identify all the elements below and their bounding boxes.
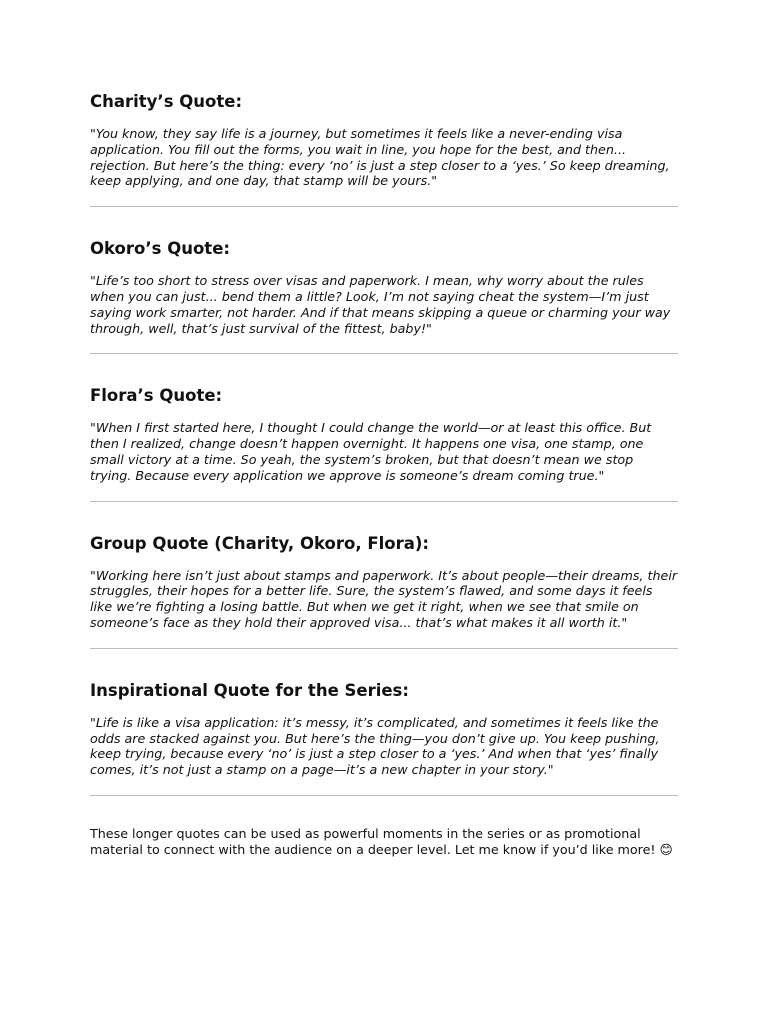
- section-divider: [90, 206, 678, 207]
- section-heading: Flora’s Quote:: [90, 386, 223, 406]
- section-heading: Inspirational Quote for the Series:: [90, 680, 409, 700]
- quote-section-group: [90, 532, 678, 631]
- quote-text: "When I first started here, I thought I could change the world—or at least this office. But then I realized, change doesn’t happen overnight. It happens one visa, one stamp, one small victory at a time. So yeah, the system’s broken, but that doesn’t mean we stop trying. Because every application we approve is someone’s dream coming true.": [90, 420, 652, 483]
- quote-text: "You know, they say life is a journey, but sometimes it feels like a never-ending visa application. You fill out the forms, you wait in line, you hope for the best, and then... rejection. But here’s the thing: every ‘no’ is just a step closer to a ‘yes.’ So keep dreaming, keep applying, and one day, that stamp will be yours.": [90, 126, 670, 189]
- section-divider: [90, 501, 678, 502]
- closing-text: These longer quotes can be used as powerful moments in the series or as promotional material to connect with the audience on a deeper level. Let me know if you’d like more!: [90, 825, 656, 857]
- document-page: [90, 90, 678, 858]
- section-divider: [90, 795, 678, 796]
- section-divider: [90, 648, 678, 649]
- quote-section-flora: [90, 384, 678, 483]
- section-divider: [90, 353, 678, 354]
- quote-text: "Working here isn’t just about stamps and paperwork. It’s about people—their dreams, their struggles, their hopes for a better life. Sure, the system’s flawed, and some days it feels like we’re fighting a losing battle. But when we get it right, when we see that smile on someone’s face as they hold their approved visa... that’s what makes it all worth it.": [90, 567, 678, 630]
- smiling-face-icon: 😊: [659, 841, 673, 857]
- closing-paragraph: [90, 826, 678, 858]
- quote-text: "Life’s too short to stress over visas and paperwork. I mean, why worry about the rules when you can just... bend them a little? Look, I’m not saying cheat the system—I’m just saying work smarter, not harder. And if that means skipping a queue or charming your way through, well, that’s just survival of the fittest, baby!": [90, 273, 671, 336]
- quote-text: "Life is like a visa application: it’s messy, it’s complicated, and sometimes it feels like the odds are stacked against you. But here’s the thing—you don’t give up. You keep pushing, keep trying, because every ‘no’ is just a step closer to a ‘yes.’ And when that ‘yes’ finally comes, it’s not just a stamp on a page—it’s a new chapter in your story.": [90, 714, 660, 778]
- section-heading: Group Quote (Charity, Okoro, Flora):: [90, 533, 429, 553]
- section-heading: Okoro’s Quote:: [90, 239, 230, 259]
- section-heading: Charity’s Quote:: [90, 92, 243, 111]
- quote-section-okoro: [90, 237, 678, 336]
- quote-section-inspirational: [90, 679, 678, 778]
- quote-section-charity: [90, 90, 678, 189]
